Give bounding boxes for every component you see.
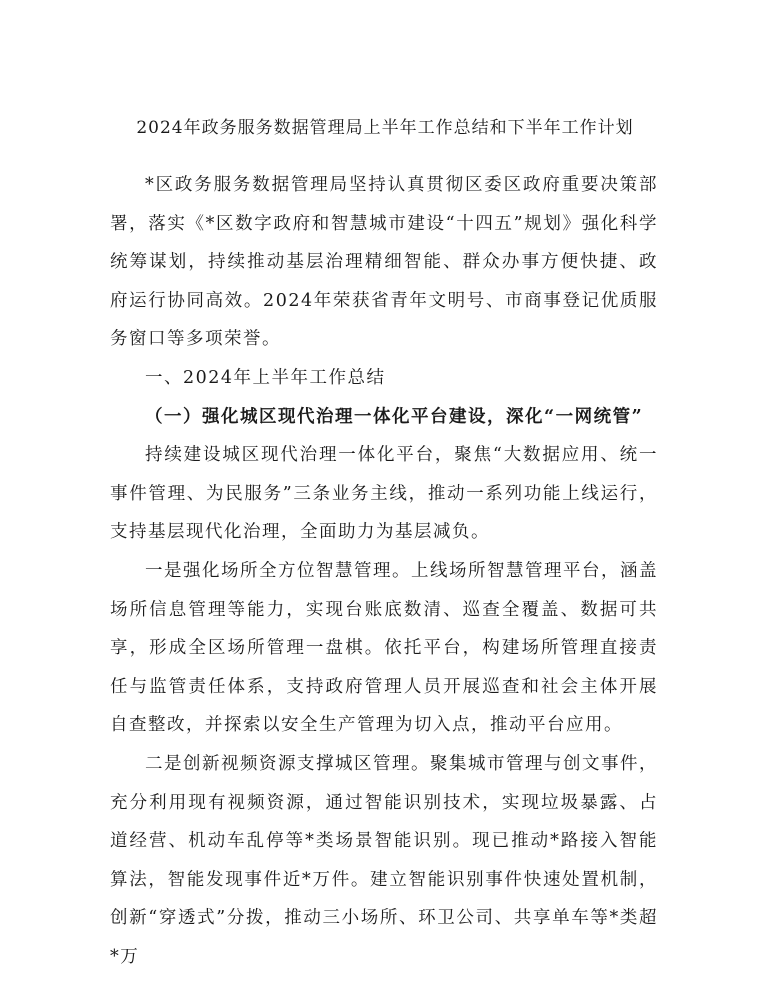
section-heading: 一、2024年上半年工作总结 bbox=[145, 367, 386, 388]
document-body bbox=[110, 166, 658, 976]
point-two-paragraph: 二是创新视频资源支撑城区管理。聚集城市管理与创文事件，充分利用现有视频资源，通过智能识别技术，实现垃圾暴露、占道经营、机动车乱停等*类场景智能识别。现已推动*路接入智能算法，智能发现事件近*万件。建立智能识别事件快速处置机制，创新“穿透式”分拨，推动三小场所、环卫公司、共享单车等*类超*万 bbox=[110, 753, 658, 967]
subsection-intro-paragraph: 持续建设城区现代治理一体化平台，聚焦“大数据应用、统一事件管理、为民服务”三条业务主线，推动一系列功能上线运行，支持基层现代化治理，全面助力为基层减负。 bbox=[110, 445, 658, 543]
point-one-paragraph: 一是强化场所全方位智慧管理。上线场所智慧管理平台，涵盖场所信息管理等能力，实现台账底数清、巡查全覆盖、数据可共享，形成全区场所管理一盘棋。依托平台，构建场所管理直接责任与监管责任体系，支持政府管理人员开展巡查和社会主体开展自查整改，并探索以安全生产管理为切入点，推动平台应用。 bbox=[110, 560, 658, 736]
subsection-heading: （一）强化城区现代治理一体化平台建设，深化“一网统管” bbox=[145, 406, 644, 427]
intro-paragraph: *区政务服务数据管理局坚持认真贯彻区委区政府重要决策部署，落实《*区数字政府和智慧城市建设“十四五”规划》强化科学统筹谋划，持续推动基层治理精细智能、群众办事方便快捷、政府运行协同高效。2024年荣获省青年文明号、市商事登记优质服务窗口等多项荣誉。 bbox=[110, 175, 658, 350]
document-title: 2024年政务服务数据管理局上半年工作总结和下半年工作计划 bbox=[136, 118, 634, 138]
